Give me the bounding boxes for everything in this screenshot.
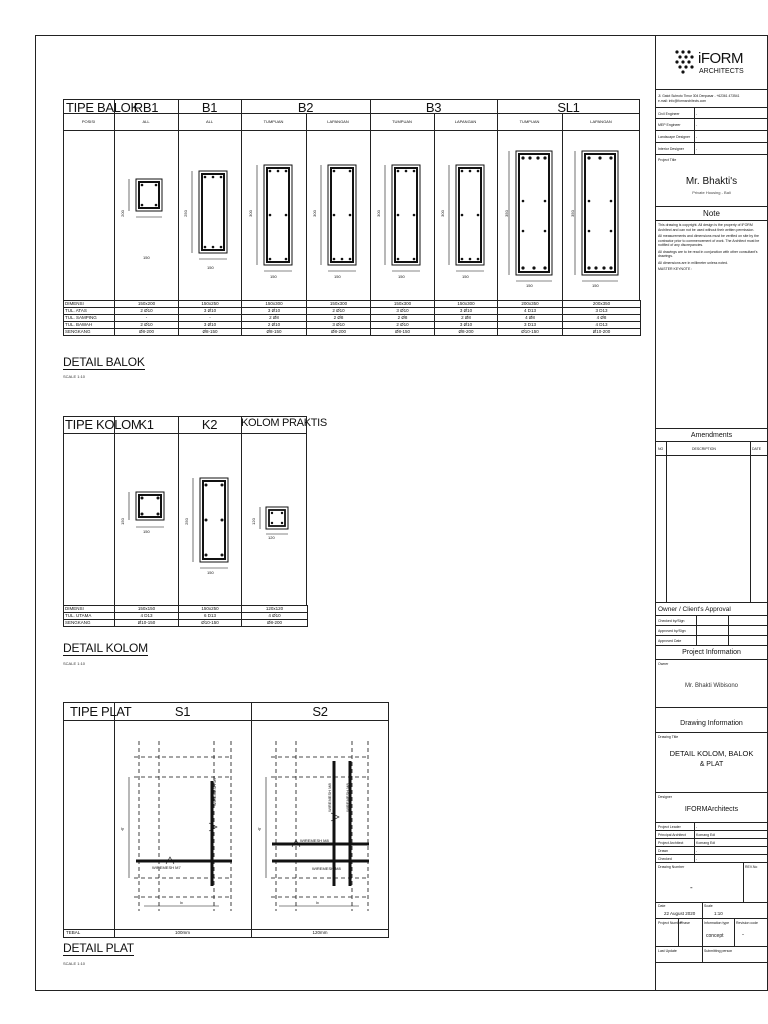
drawing-number-box [656,863,767,903]
plat-s2-mesh-x-label: WIREMESH M8 [300,838,329,843]
balok-spec-cell: 150x250 [179,301,242,308]
balok-spec-cell: Ø10-150 [498,329,563,336]
consultants-list [656,107,767,155]
balok-spec-cell: Ø8-200 [115,329,179,336]
balok-spec-cell: 3 Ø10 [242,308,307,315]
scale-label: Scale [704,904,713,908]
column-section-k1 [129,492,164,527]
balok-dim-w: 150 [270,274,277,279]
balok-spec-cell: 2 Ø8 [242,315,307,322]
balok-spec-row [64,315,641,322]
balok-spec-cell: 2 Ø8 [435,315,498,322]
balok-posisi: LAPANGAN [454,119,477,124]
balok-type-b1: B1 [201,100,218,115]
kolom-dim-w: 150 [143,529,150,534]
consultant-label: MEP Engineer [658,123,681,127]
balok-dim-h: 250 [182,210,188,217]
amendments-header [656,428,767,442]
plat-s2-lx: lx [316,900,319,905]
scale-value: 1:10 [714,911,723,916]
plat-plans-drawing [114,721,389,929]
plat-detail-title: DETAIL PLAT [63,941,134,955]
balok-type-b2: B2 [297,100,314,115]
designer-box [656,793,767,823]
balok-spec-cell: 150x300 [371,301,435,308]
balok-dim-h: 350 [503,210,509,217]
owner-approval-header [656,602,767,616]
revision-code-label: Revision code [736,921,758,925]
drawing-title-line1: DETAIL KOLOM, BALOK [669,749,754,758]
plat-type-s2: S2 [312,704,328,719]
designer-name: IFORMArchitects [684,806,739,813]
staff-label: Project Architect [658,841,684,845]
balok-spec-cell: 2 Ø8 [371,315,435,322]
balok-posisi: ALL [142,119,150,124]
plat-s2-mesh-y-label: WIREMESH M8 [327,783,332,812]
kolom-spec-cell: Ø10-150 [115,620,179,627]
beam-section-b2-tumpuan [257,165,292,271]
revision-code-value: - [742,932,744,938]
consultant-value: - [696,135,698,139]
column-section-praktis [260,507,288,534]
owner-approval-row: Checked by/Sign [658,619,685,623]
balok-spec-cell: 2 Ø10 [115,308,179,315]
note-heading: Note [703,209,720,218]
project-name: Mr. Bhakti's [685,176,738,187]
balok-spec-cell: 3 Ø10 [307,322,371,329]
kolom-spec-cell: 150x250 [179,606,242,613]
owner-box [656,660,767,708]
balok-header-label: TIPE BALOK [66,100,139,115]
beam-section-rb1 [129,179,162,217]
balok-dim-w: 150 [592,283,599,288]
plat-s1-lx: lx [180,900,183,905]
consultant-label: Civil Engineer [658,112,680,116]
kolom-spec-row-label: DIMENSI [64,606,115,613]
consultant-value: - [696,123,698,127]
kolom-spec-cell: Ø8-200 [242,620,308,627]
kolom-scale: SCALE 1:10 [63,661,86,666]
balok-dim-w: 150 [398,274,405,279]
balok-posisi: ALL [205,119,214,124]
amendments-heading: Amendments [690,432,733,439]
consultant-value: - [696,112,698,116]
staff-label: Checked [658,857,672,861]
kolom-spec-cell: 4 D13 [115,613,179,620]
logo-area [656,35,767,90]
beam-section-b3-tumpuan [385,165,420,271]
balok-spec-cell: 4 Ø8 [498,315,563,322]
balok-spec-row [64,322,641,329]
project-subtitle: Private Housing - Bali [692,190,731,195]
balok-spec-row-label: TUL. ATAS [64,308,115,315]
balok-spec-cell: 2 Ø10 [242,322,307,329]
notes-body [658,223,764,272]
kolom-spec-row [64,613,308,620]
balok-spec-cell: 3 Ø10 [179,322,242,329]
note-paragraph: All measurements and dimensions must be verified on site by the contractor prior to commencement of work. The Architect must be notified of any discrepancies. [658,234,760,247]
drawing-title-label: Drawing Title [658,735,679,739]
balok-dim-h: 300 [375,210,381,217]
submitting-person-label: Submitting person [704,949,733,953]
amendments-col: DESCRIPTION [692,447,716,451]
balok-spec-cell: 150x300 [307,301,371,308]
firm-address: Jl. Gatot Subroto Timur 304 Denpasar - +62361 473541 [658,94,740,98]
kolom-type-praktis: KOLOM PRAKTIS [241,417,327,429]
staff-value: Komang Edi [696,841,716,845]
owner-name: Mr. Bhakti Wibisono [684,683,739,689]
balok-spec-row-label: TUL. BAWAH [64,322,115,329]
balok-spec-cell: Ø10-200 [563,329,641,336]
balok-spec-cell: Ø8-150 [179,329,242,336]
balok-spec-cell: 3 Ø10 [435,322,498,329]
slab-plan-s1 [129,741,232,911]
project-title-label: Project Title [658,158,677,162]
note-paragraph: This drawing is copyright. All design is the property of IFORM Architect and can not be used without their written permission. [658,223,755,232]
project-title-box [656,155,767,207]
drawing-info-heading: Drawing Information [680,720,743,727]
balok-spec-cell: Ø8-150 [242,329,307,336]
title-block [655,35,766,991]
kolom-dim-h: 150 [119,518,125,525]
note-header [656,207,767,221]
balok-posisi: LAPANGAN [590,119,612,124]
amendments-col: DATE [752,447,762,451]
beam-section-b2-lapangan [321,165,356,271]
consultant-label: Interior Designer [658,147,684,151]
owner-label: Owner [658,662,669,666]
designer-label: Designer [658,795,673,799]
balok-spec-cell: 200x350 [563,301,641,308]
plat-type-s1: S1 [174,704,191,719]
kolom-spec-row [64,606,308,613]
plat-tebal-s2: 120mm [312,930,328,935]
balok-spec-cell: Ø8-150 [371,329,435,336]
drawing-number-label: Drawing Number [658,865,685,869]
staff-label: Drawn [658,849,669,853]
balok-spec-cell: 4 D13 [498,308,563,315]
balok-spec-cell: Ø8-200 [435,329,498,336]
logo-subname: ARCHITECTS [699,68,744,75]
balok-spec-cell: 150x300 [242,301,307,308]
beam-section-b3-lapangan [449,165,484,271]
balok-dim-w: 150 [334,274,341,279]
kolom-type-k1: K1 [138,417,154,432]
balok-spec-cell: 3 Ø10 [435,308,498,315]
balok-spec-cell: 3 Ø10 [179,308,242,315]
slab-plan-s2 [266,741,369,911]
project-number-label: Project Number [658,921,683,925]
beam-section-sl1-lapangan [575,151,618,281]
balok-dim-w: 150 [526,283,533,288]
logo-name: iFORM [698,50,743,67]
balok-spec-cell: - [179,315,242,322]
balok-spec-cell: 3 D13 [563,308,641,315]
plat-scale: SCALE 1:10 [63,961,86,966]
kolom-dim-h: 120 [250,518,256,525]
note-paragraph: All drawings are to be read in conjunction with other consultant's drawings. [658,249,758,258]
kolom-spec-cell: 150x150 [115,606,179,613]
staff-value: - [696,849,698,853]
balok-detail-title: DETAIL BALOK [63,355,145,369]
balok-spec-cell: - [115,315,179,322]
balok-spec-cell: 150x300 [435,301,498,308]
plat-s1-mesh-x-label: WIREMESH M7 [152,865,181,870]
drawing-number-value: - [690,883,693,892]
balok-spec-row [64,301,641,308]
owner-approval-row: Approved Date [658,639,682,643]
balok-posisi: TUMPUAN [263,119,284,124]
plat-s2-mesh-y2-label: WIREMESH M8 [345,783,350,812]
firm-email: e-mail: info@iformarchitects.com [658,99,707,103]
last-update-label: Last Update [658,949,677,953]
balok-spec-row-label: SENGKANG [64,329,115,336]
balok-spec-row [64,308,641,315]
staff-value: Komang Edi [696,833,716,837]
balok-spec-cell: 4 Ø8 [563,315,641,322]
staff-label: Principal Architect [658,833,686,837]
consultant-label: Landscape Designer [658,135,691,139]
column-section-k2 [193,478,228,568]
phase-label: Phase [680,921,690,925]
balok-spec-row [64,329,641,336]
balok-dim-h: 350 [569,210,575,217]
kolom-spec-row-label: SENGKANG [64,620,115,627]
balok-spec-cell: 2 Ø10 [307,308,371,315]
balok-posisi: TUMPUAN [392,119,412,124]
plat-s1-mesh-y-label: WIREMESH M7 [212,777,217,806]
balok-posisi: TUMPUAN [519,119,540,124]
balok-dim-w: 150 [207,265,214,270]
consultant-value: - [696,147,698,151]
plat-header-label: TIPE PLAT [70,704,132,719]
balok-spec-table [63,300,641,336]
date-label: Date [658,904,666,908]
balok-dim-h: 300 [439,210,445,217]
balok-type-b3: B3 [425,100,442,115]
plat-s2-ly: ly [258,826,261,831]
kolom-spec-cell: 6 D13 [179,613,242,620]
kolom-spec-cell: Ø10-150 [179,620,242,627]
balok-dim-w: 150 [143,255,150,260]
project-info-heading: Project Information [682,649,741,656]
balok-scale: SCALE 1:10 [63,374,86,379]
information-type-label: Information type [704,921,730,925]
kolom-sections-drawing [114,434,307,606]
note-paragraph: All dimensions are in millimeter unless noted. [658,260,729,265]
balok-spec-cell: 4 D13 [563,322,641,329]
plat-tebal-s1: 100mm [174,930,190,935]
kolom-detail-title: DETAIL KOLOM [63,641,148,655]
balok-type-sl1: SL1 [557,100,580,115]
staff-value: - [696,857,698,861]
staff-label: Project Leader [658,825,681,829]
drawing-title-box [656,733,767,793]
info-type-row [656,919,767,947]
staff-value: - [696,825,698,829]
plat-tebal-label: TEBAL [66,930,81,935]
beam-section-b1 [192,171,227,259]
plat-s2-mesh-x2-label: WIREMESH M8 [312,866,341,871]
update-row [656,947,767,963]
balok-spec-row-label: TUL. SAMPING [64,315,115,322]
balok-dim-h: 300 [247,210,253,217]
date-scale-row [656,903,767,919]
kolom-spec-table [63,605,308,627]
balok-spec-row-label: DIMENSI [64,301,115,308]
kolom-spec-cell: 4 Ø10 [242,613,308,620]
balok-dim-h: 200 [119,210,125,217]
drawing-title-line2: & PLAT [699,761,724,768]
iform-logo-icon [674,49,696,75]
balok-spec-cell: 200x350 [498,301,563,308]
balok-spec-cell: 3 Ø10 [371,308,435,315]
balok-spec-cell: 2 Ø8 [307,315,371,322]
project-info-header [656,646,767,660]
revision-label: REV.No [745,865,758,869]
amendments-col: NO [658,447,664,451]
kolom-dim-w: 120 [268,535,275,540]
kolom-dim-w: 150 [207,570,214,575]
kolom-dim-h: 250 [183,518,189,525]
beam-section-sl1-tumpuan [509,151,552,281]
kolom-spec-row-label: TUL. UTAMA [64,613,115,620]
balok-posisi: LAPANGAN [327,119,349,124]
balok-spec-cell: 2 Ø10 [115,322,179,329]
balok-type-rb1: RB1 [133,100,159,115]
owner-approval-row: Approved by/Sign [658,629,686,633]
balok-spec-cell: 150x200 [115,301,179,308]
balok-spec-cell: 2 Ø10 [371,322,435,329]
information-type-value: concept [706,933,724,939]
date-value: 22 August 2020 [664,911,696,916]
balok-dim-w: 150 [462,274,469,279]
kolom-spec-row [64,620,308,627]
balok-dim-h: 300 [311,210,317,217]
owner-approval-heading: Owner / Client's Approval [658,606,731,613]
balok-posisi-label: POSISI [81,119,96,124]
balok-spec-cell: 3 D13 [498,322,563,329]
plat-s1-ly: ly [121,826,124,831]
kolom-header-label: TIPE KOLOM [65,417,142,432]
drawing-info-header [656,708,767,733]
kolom-type-k2: K2 [201,417,218,432]
balok-spec-cell: Ø8-200 [307,329,371,336]
master-keynote: MASTER KEYNOTE : [658,267,693,271]
kolom-spec-cell: 120x120 [242,606,308,613]
